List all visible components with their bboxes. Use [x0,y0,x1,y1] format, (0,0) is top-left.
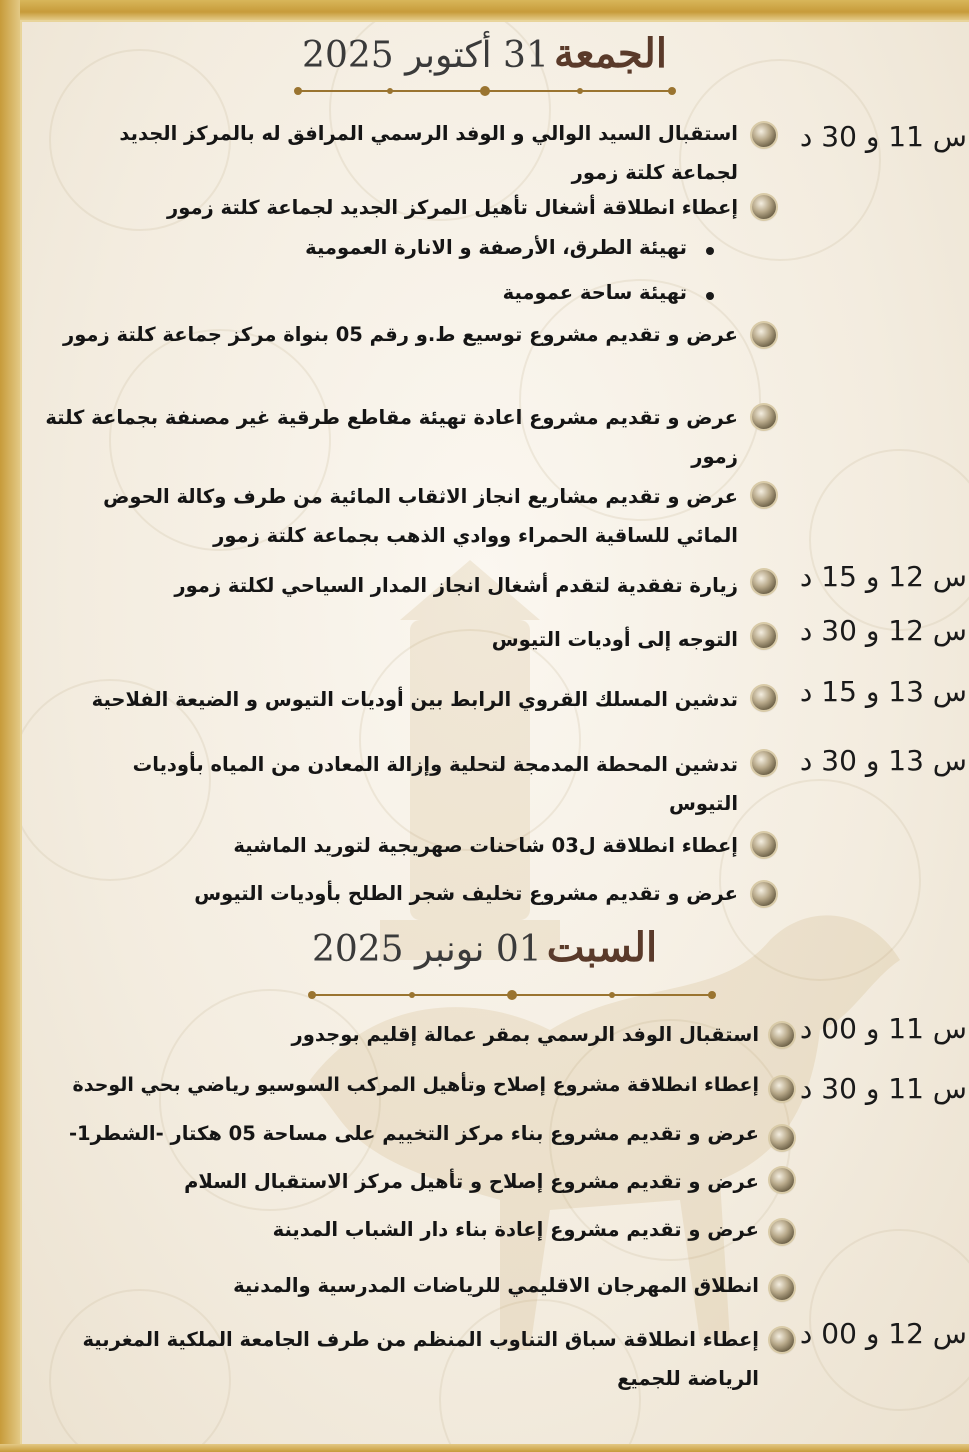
day1-item-8: تدشين المسلك القروي الرابط بين أوديات التيوس و الضيعة الفلاحية [91,688,738,711]
gold-frame-left [0,0,20,1452]
day1-ornament-divider [290,84,680,98]
day2-time-2: س 11 و 30 د [799,1072,967,1105]
gold-frame-bottom [0,1444,969,1452]
day1-item-3: عرض و تقديم مشروع توسيع ط.و رقم 05 بنواة مركز جماعة كلتة زمور [62,323,738,346]
day2-item-3: عرض و تقديم مشروع بناء مركز التخييم على مساحة 05 هكتار -الشطر1- [68,1122,759,1145]
bullet-icon [770,1077,794,1101]
day2-time-1: س 11 و 00 د [799,1012,967,1045]
day2-item-5: عرض و تقديم مشروع إعادة بناء دار الشباب المدينة [272,1218,759,1241]
bullet-icon [752,405,776,429]
day1-item-2: إعطاء انطلاقة أشغال تأهيل المركز الجديد لجماعة كلتة زمور [167,196,738,219]
bullet-icon [770,1276,794,1300]
day1-time-3: س 12 و 30 د [799,614,967,647]
sub-bullet-dot [706,247,714,255]
day2-title [0,924,969,971]
bullet-icon [752,624,776,648]
bullet-icon [752,833,776,857]
day1-date: 31 أكتوبر 2025 [302,35,549,76]
sub-bullet-dot [706,292,714,300]
day1-time-5: س 13 و 30 د [799,744,967,777]
day1-item-5: عرض و تقديم مشاريع انجاز الاثقاب المائية من طرف وكالة الحوض المائي للساقية الحمراء ووادي الذهب بجماعة كلتة زمور [103,485,738,547]
day2-item-6: انطلاق المهرجان الاقليمي للرياضات المدرسية والمدنية [233,1274,759,1297]
gold-frame-top [0,0,969,20]
day1-item-10: إعطاء انطلاقة ل03 شاحنات صهريجية لتوريد الماشية [233,834,738,857]
bullet-icon [752,882,776,906]
day1-time-4: س 13 و 15 د [799,675,967,708]
bullet-icon [770,1168,794,1192]
day1-item-11: عرض و تقديم مشروع تخليف شجر الطلح بأوديات التيوس [194,882,738,905]
day2-item-2: إعطاء انطلاقة مشروع إصلاح وتأهيل المركب السوسيو رياضي بحي الوحدة [72,1074,759,1096]
day2-time-3: س 12 و 00 د [799,1317,967,1350]
bullet-icon [770,1328,794,1352]
day2-item-4: عرض و تقديم مشروع إصلاح و تأهيل مركز الاستقبال السلام [184,1170,759,1193]
day2-day-name: السبت [546,924,658,971]
day1-item-9: تدشين المحطة المدمجة لتحلية وإزالة المعادن من المياه بأوديات التيوس [132,753,738,815]
day1-time-1: س 11 و 30 د [799,120,967,153]
day1-item-7: التوجه إلى أوديات التيوس [491,628,738,651]
day2-ornament-divider [304,988,720,1002]
bullet-icon [752,123,776,147]
day1-item-6: زيارة تفقدية لتقدم أشغال انجاز المدار السياحي لكلتة زمور [174,574,738,597]
day2-item-7: إعطاء انطلاقة سباق التناوب المنظم من طرف الجامعة الملكية المغربية الرياضة للجميع [82,1328,759,1390]
bullet-icon [770,1126,794,1150]
bullet-icon [770,1023,794,1047]
day2-date: 01 نونبر 2025 [311,929,542,970]
day1-item-1: استقبال السيد الوالي و الوفد الرسمي المرافق له بالمركز الجديد لجماعة كلتة زمور [119,122,738,184]
day1-item-4: عرض و تقديم مشروع اعادة تهيئة مقاطع طرقية غير مصنفة بجماعة كلتة زمور [45,406,738,468]
day1-item-2-sub-1: تهيئة الطرق، الأرصفة و الانارة العمومية [305,236,687,259]
bullet-icon [752,570,776,594]
day1-title [0,30,969,77]
day1-item-2-sub-2: تهيئة ساحة عمومية [502,281,687,304]
day2-item-1: استقبال الوفد الرسمي بمقر عمالة إقليم بوجدور [291,1023,759,1046]
bullet-icon [752,751,776,775]
bullet-icon [770,1220,794,1244]
bullet-icon [752,323,776,347]
bullet-icon [752,686,776,710]
bullet-icon [752,483,776,507]
day1-time-2: س 12 و 15 د [799,560,967,593]
bullet-icon [752,195,776,219]
day1-day-name: الجمعة [553,30,667,77]
